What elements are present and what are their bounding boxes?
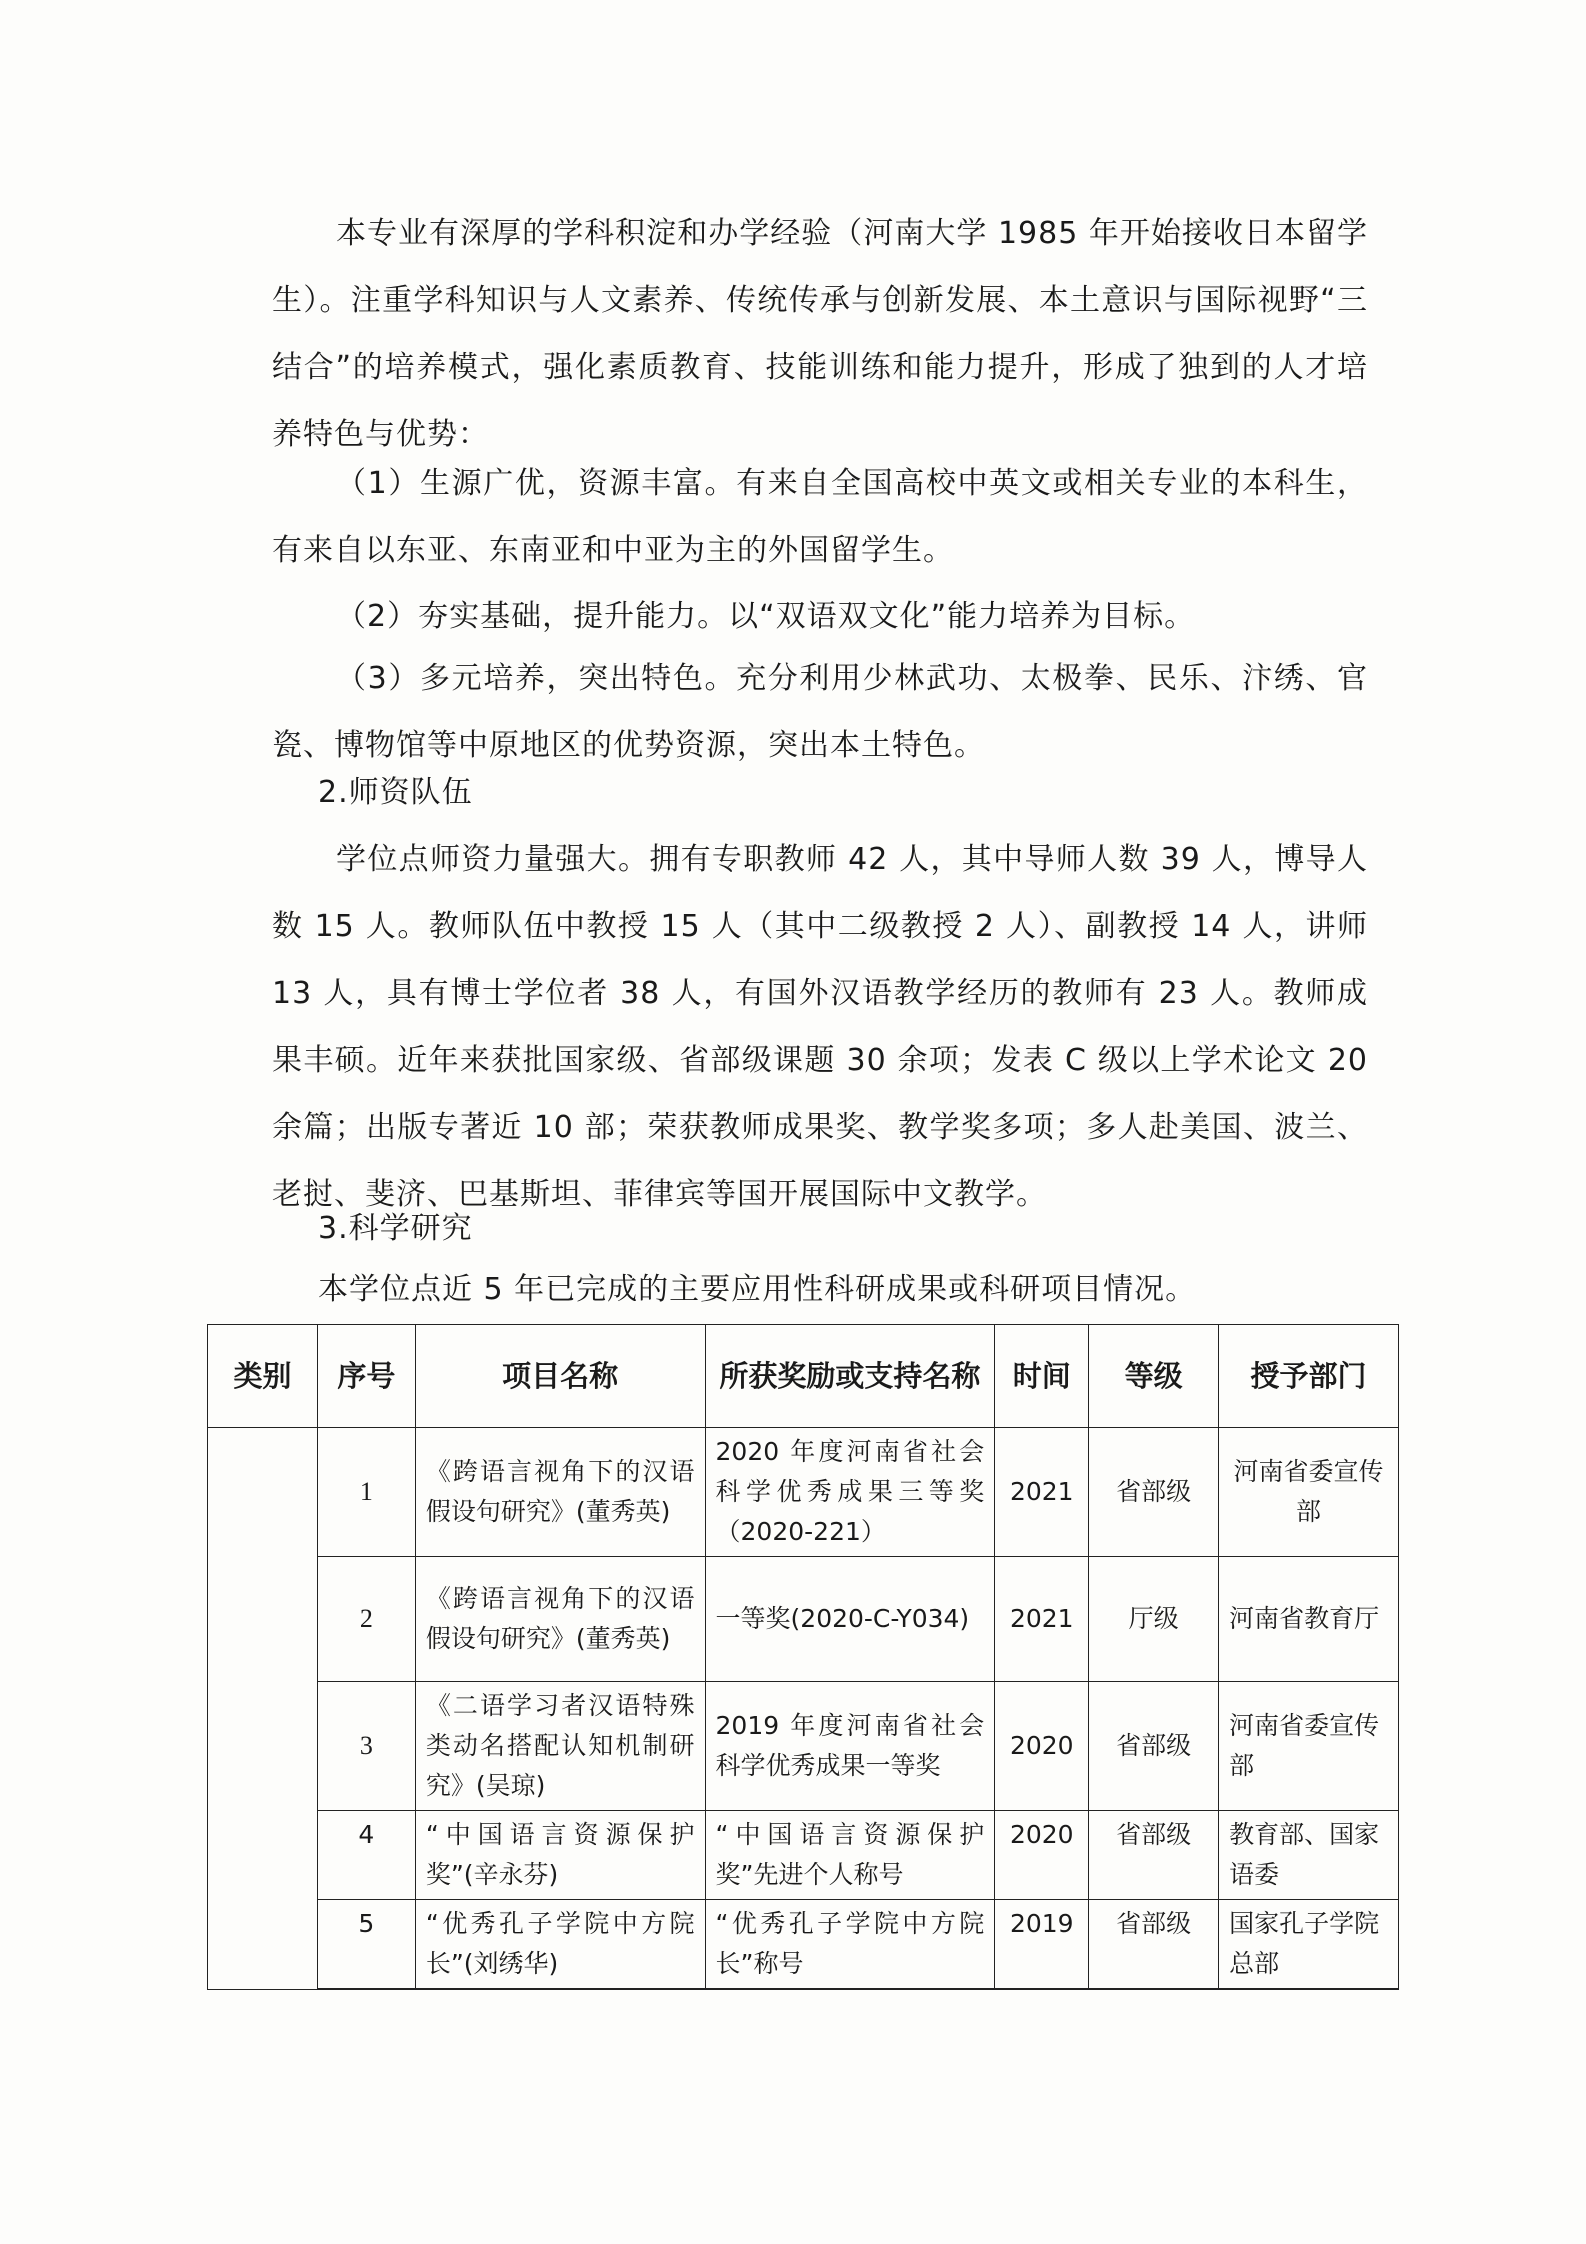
section-2-heading: 2.师资队伍 [318, 775, 473, 810]
row-award: “中国语言资源保护奖”先进个人称号 [705, 1811, 995, 1900]
row-project: “优秀孔子学院中方院长”(刘绣华) [415, 1900, 705, 1990]
table-row [208, 1428, 1399, 1557]
section-3-heading: 3.科学研究 [318, 1211, 473, 1246]
row-department: 教育部、国家语委 [1219, 1811, 1399, 1900]
row-level: 省部级 [1089, 1811, 1219, 1900]
research-intro: 本学位点近 5 年已完成的主要应用性科研成果或科研项目情况。 [318, 1272, 1197, 1307]
row-department: 国家孔子学院总部 [1219, 1900, 1399, 1990]
row-project: 《跨语言视角下的汉语假设句研究》(董秀英) [415, 1428, 705, 1557]
header-index: 序号 [317, 1325, 415, 1428]
row-index: 4 [317, 1811, 415, 1900]
research-awards-table [207, 1324, 1399, 1990]
point-2-paragraph: （2）夯实基础，提升能力。以“双语双文化”能力培养为目标。 [336, 599, 1196, 634]
row-award: “优秀孔子学院中方院长”称号 [705, 1900, 995, 1990]
header-award: 所获奖励或支持名称 [705, 1325, 995, 1428]
row-level: 省部级 [1089, 1900, 1219, 1990]
row-project: “中国语言资源保护奖”(辛永芬) [415, 1811, 705, 1900]
faculty-paragraph: 学位点师资力量强大。拥有专职教师 42 人，其中导师人数 39 人，博导人数 15 人。教师队伍中教授 15 人（其中二级教授 2 人）、副教授 14 人，讲师 13 人，具有博士学位者 38 人，有国外汉语教学经历的教师有 23 人。教师成果丰硕。近年来获批国家级、省部级课题 30 余项；发表 C 级以上学术论文 20 余篇；出版专著近 10 部；荣获教师成果奖、教学奖多项；多人赴美国、波兰、老挝、斐济、巴基斯坦、菲律宾等国开展国际中文教学。 [272, 842, 1368, 1212]
header-year: 时间 [995, 1325, 1089, 1428]
row-year: 2021 [995, 1428, 1089, 1557]
row-project: 《二语学习者汉语特殊类动名搭配认知机制研究》(吴琼) [415, 1682, 705, 1811]
row-year: 2021 [995, 1557, 1089, 1682]
table-header-row [208, 1325, 1399, 1428]
table-row [208, 1811, 1399, 1900]
row-level: 厅级 [1089, 1557, 1219, 1682]
row-index: 3 [317, 1682, 415, 1811]
table-row [208, 1682, 1399, 1811]
row-level: 省部级 [1089, 1428, 1219, 1557]
row-department: 河南省委宣传部 [1219, 1428, 1399, 1557]
row-department: 河南省委宣传部 [1219, 1682, 1399, 1811]
row-project: 《跨语言视角下的汉语假设句研究》(董秀英) [415, 1557, 705, 1682]
table-row [208, 1900, 1399, 1990]
row-award: 2020 年度河南省社会科学优秀成果三等奖（2020-221） [705, 1428, 995, 1557]
row-award: 一等奖(2020-C-Y034) [705, 1557, 995, 1682]
point-3-paragraph: （3）多元培养，突出特色。充分利用少林武功、太极拳、民乐、汴绣、官瓷、博物馆等中原地区的优势资源，突出本土特色。 [272, 661, 1368, 763]
row-award: 2019 年度河南省社会科学优秀成果一等奖 [705, 1682, 995, 1811]
header-level: 等级 [1089, 1325, 1219, 1428]
header-project: 项目名称 [415, 1325, 705, 1428]
row-year: 2019 [995, 1900, 1089, 1990]
category-cell [208, 1428, 318, 1990]
intro-paragraph: 本专业有深厚的学科积淀和办学经验（河南大学 1985 年开始接收日本留学生）。注重学科知识与人文素养、传统传承与创新发展、本土意识与国际视野“三结合”的培养模式，强化素质教育、技能训练和能力提升，形成了独到的人才培养特色与优势： [272, 216, 1368, 452]
point-1-paragraph: （1）生源广优，资源丰富。有来自全国高校中英文或相关专业的本科生，有来自以东亚、东南亚和中亚为主的外国留学生。 [272, 466, 1368, 568]
row-index: 2 [317, 1557, 415, 1682]
header-category: 类别 [208, 1325, 318, 1428]
row-level: 省部级 [1089, 1682, 1219, 1811]
row-index: 1 [317, 1428, 415, 1557]
row-year: 2020 [995, 1811, 1089, 1900]
header-department: 授予部门 [1219, 1325, 1399, 1428]
row-index: 5 [317, 1900, 415, 1990]
row-department: 河南省教育厅 [1219, 1557, 1399, 1682]
row-year: 2020 [995, 1682, 1089, 1811]
table-row [208, 1557, 1399, 1682]
